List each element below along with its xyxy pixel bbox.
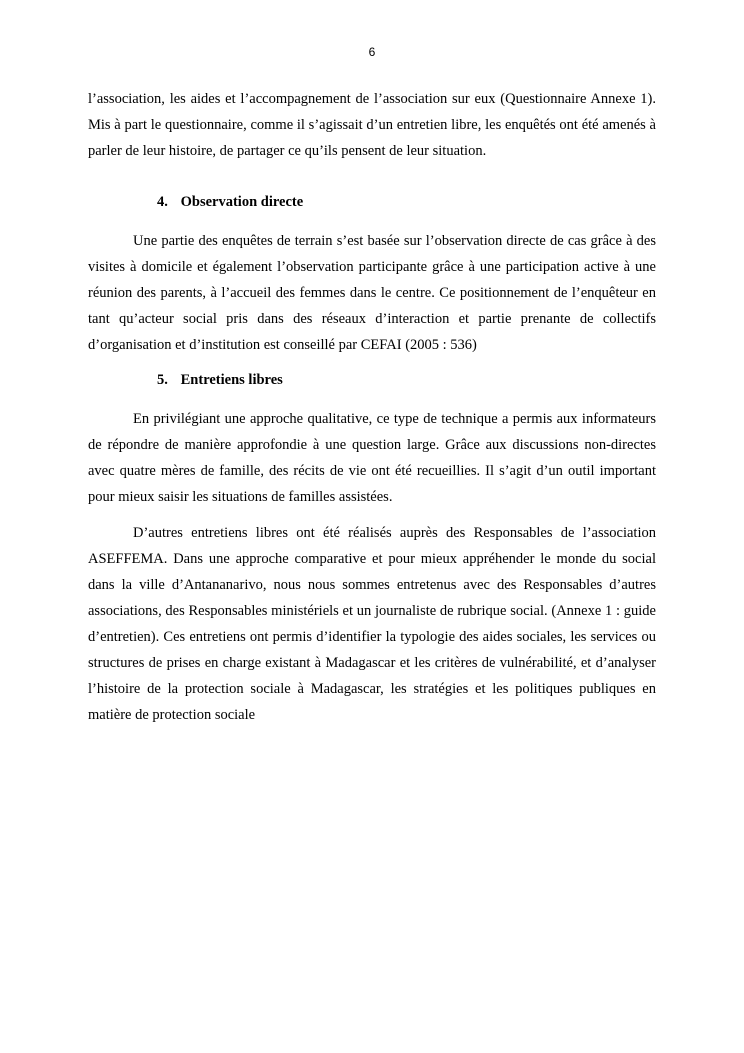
section-heading-entretiens bbox=[88, 367, 656, 393]
page-number: 6 bbox=[368, 45, 376, 59]
paragraph-entretiens-2: D’autres entretiens libres ont été réalisés auprès des Responsables de l’association ASEFFEMA. Dans une approche comparative et pour mieux appréhender le monde du social dans la ville d’Antananarivo, nous nous sommes entretenus avec des Responsables d’autres associations, des Responsables ministériels et un journaliste de rubrique social. (Annexe 1 : guide d’entretien). Ces entretiens ont permis d’identifier la typologie des aides sociales, les services ou structures de prises en charge existant à Madagascar et les critères de vulnérabilité, et d’analyser l’histoire de la protection sociale à Madagascar, les stratégies et les politiques publiques en matière de protection sociale bbox=[88, 525, 656, 723]
document-body bbox=[88, 86, 656, 728]
paragraph-observation: Une partie des enquêtes de terrain s’est basée sur l’observation directe de cas grâce à des visites à domicile et également l’observation participante grâce à une participation active à une réunion des parents, à l’accueil des femmes dans le centre. Ce positionnement de l’enquêteur en tant qu’acteur social pris dans des réseaux d’interaction et partie prenante de collectifs d’organisation et d’institution est conseillé par CEFAI (2005 : 536) bbox=[88, 233, 656, 353]
section-title: Observation directe bbox=[180, 194, 304, 210]
section-title: Entretiens libres bbox=[180, 372, 283, 388]
paragraph-intro: l’association, les aides et l’accompagnement de l’association sur eux (Questionnaire Annexe 1). Mis à part le questionnaire, comme il s’agissait d’un entretien libre, les enquêtés ont été amenés à parler de leur histoire, de partager ce qu’ils pensent de leur situation. bbox=[88, 91, 656, 159]
section-number: 5. bbox=[157, 372, 168, 388]
paragraph-entretiens-1: En privilégiant une approche qualitative, ce type de technique a permis aux informateurs de répondre de manière approfondie à une question large. Grâce aux discussions non-directes avec quatre mères de famille, des récits de vie ont été recueillies. Il s’agit d’un outil important pour mieux saisir les situations de familles assistées. bbox=[88, 411, 656, 505]
section-number: 4. bbox=[157, 194, 168, 210]
section-heading-observation bbox=[88, 189, 656, 215]
